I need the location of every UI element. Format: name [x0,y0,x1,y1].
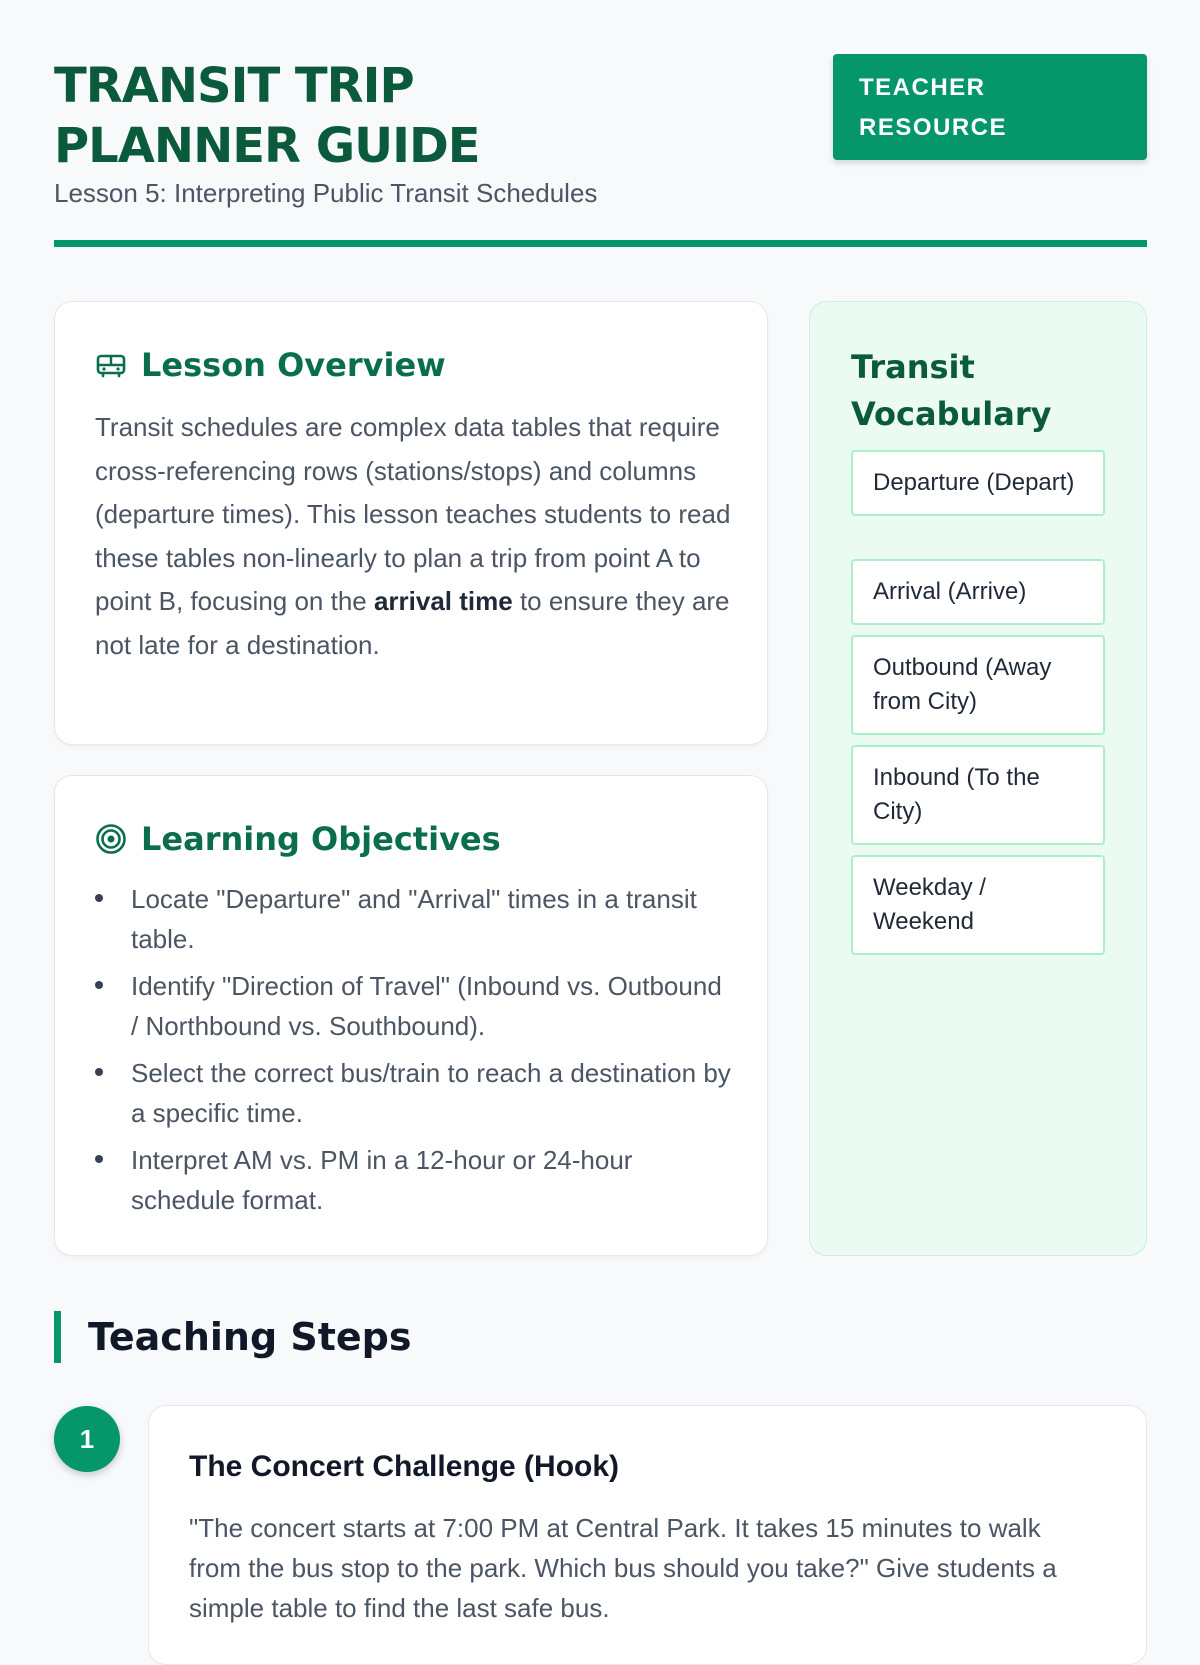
lesson-overview-heading [95,346,446,384]
step-title: The Concert Challenge (Hook) [189,1450,620,1483]
teacher-resource-badge [833,54,1147,160]
badge-line-1: TEACHER [859,74,986,101]
vocab-term-departure: Departure (Depart) [851,450,1105,516]
objectives-list [95,879,735,1227]
bus-icon [95,349,127,381]
objective-item: Interpret AM vs. PM in a 12-hour or 24-hour schedule format. [95,1140,735,1220]
step-number-badge: 1 [54,1406,120,1472]
vocab-term-inbound: Inbound (To the City) [851,745,1105,845]
lesson-overview-card [54,301,768,745]
vocab-term-arrival: Arrival (Arrive) [851,559,1105,625]
step-description: "The concert starts at 7:00 PM at Central Park. It takes 15 minutes to walk from the bus stop to the park. Which bus should you take?" Give students a simple table to find the last safe bus. [189,1513,1057,1623]
teaching-steps-heading: Teaching Steps [54,1311,412,1363]
step-card [148,1405,1147,1665]
vocab-term-weekday-weekend: Weekday / Weekend [851,855,1105,955]
objective-item: Locate "Departure" and "Arrival" times in a transit table. [95,879,735,959]
page-title [54,56,480,176]
page-subtitle: Lesson 5: Interpreting Public Transit Schedules [54,178,598,208]
overview-text-bold: arrival time [373,586,513,616]
overview-text-start: Transit schedules are complex data tables that require cross-referencing rows (stations/stops) and columns (departure times). This lesson teaches students to read these tables non-linearly to plan a trip from point A to point B, focusing on the [95,412,731,616]
objective-item: Select the correct bus/train to reach a destination by a specific time. [95,1053,735,1133]
lesson-page [54,0,1147,1623]
learning-objectives-card [54,775,768,1256]
vocabulary-heading [851,344,1051,438]
title-line-2: PLANNER GUIDE [54,118,480,174]
badge-line-2: RESOURCE [859,114,1008,141]
learning-objectives-heading [95,820,501,858]
vocab-term-outbound: Outbound (Away from City) [851,635,1105,735]
vocabulary-heading-line-2: Vocabulary [851,395,1052,433]
overview-text-end: to ensure they are not late for a destination. [95,586,730,660]
learning-objectives-title: Learning Objectives [141,820,501,858]
vocabulary-heading-line-1: Transit [851,348,975,386]
target-icon [95,823,127,855]
objective-item: Identify "Direction of Travel" (Inbound vs. Outbound / Northbound vs. Southbound). [95,966,735,1046]
header-divider [54,240,1147,247]
page-header [54,0,1147,247]
title-line-1: TRANSIT TRIP [54,58,414,114]
lesson-overview-text [95,406,735,667]
lesson-overview-title: Lesson Overview [141,346,446,384]
transit-vocabulary-panel [809,301,1147,1256]
